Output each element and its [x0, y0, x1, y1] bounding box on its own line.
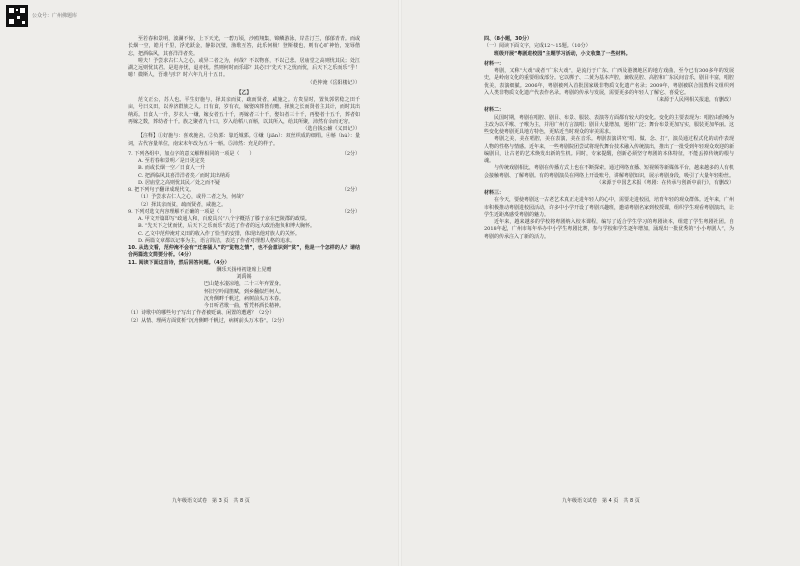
material-2-paragraph: 与传统戏剧相比，粤剧在传播方式上也在不断探索。通过网络直播、短视频等新媒体平台，越来越多的人有机会接触粤剧、了解粤剧。有的粤剧演员在网络上开设账号，讲解粤剧知识，展示粤剧身段，吸引了大量年轻粉丝。 — [484, 165, 735, 179]
poem-line: 巴山楚水凄凉地，二十三年弃置身。 — [203, 281, 284, 288]
q7-text: 7. 下列各组中，加点字的意义解释相同的一项是（ ） — [128, 150, 255, 157]
page-4-footer: 九年级语文试卷 第 4 页 共 8 页 — [562, 498, 640, 504]
q11-sub-2-text: （2）从情、理两方面赏析“沉舟侧畔千帆过，病树前头万木春”。 — [128, 317, 272, 324]
watermark-text: 公众号：广州佛题库 — [32, 13, 78, 19]
material-1-text: 粤剧，又称“大戏”或者“广东大戏”，是流行于广东、广西及港澳地区的地方戏曲，至今已有300多年的发展史，是岭南文化的重要组成部分。它以梆子、二黄为基本声腔，兼收昆腔、高腔和广东民间音乐，剧目丰富，唱腔优美，表演细腻。2006年，粤剧被列入首批国家级非物质文化遗产名录；2009年，粤剧被联合国教科文组织列入人类非物质文化遗产代表作名录。粤剧的传承与发展，需要更多的年轻人了解它、喜爱它。 — [484, 68, 735, 96]
jia-paragraph: 至若春和景明，波澜不惊，上下天光，一碧万顷，沙鸥翔集，锦鳞游泳，岸芷汀兰，郁郁青青。而或长烟一空，皓月千里，浮光跃金，静影沉璧，渔歌互答，此乐何极！登斯楼也，则有心旷神怡，宠辱偕忘，把酒临风，其喜洋洋者矣。 — [128, 36, 360, 57]
q9-option-b: B. “先天下之忧而忧，后天下之乐而乐”表达了作者的远大政治抱负和博大胸怀。 — [138, 223, 315, 230]
yi-source: （选自钱公辅《义田记》） — [302, 126, 360, 132]
q9-score: （2分） — [341, 208, 360, 215]
q9-option-c: C. 乙文中范仲淹对义田的收入作了恰当的安排，体现出他对族人的关怀。 — [138, 230, 300, 237]
page-4 — [400, 0, 800, 566]
question-9 — [128, 209, 360, 216]
poem-author: 刘禹锡 — [236, 274, 252, 280]
material-2-paragraph: 民国时期，粤剧在唱腔、剧目、布景、服装、表演等方面都有较大的变化。变化的主要表现为：唱腔由假嗓为主改为以平喉、子喉为主，并用广州方言演唱；剧目大量增加，题材广泛；舞台布景更加写实，服装更加华丽。这些变化使粤剧更具地方特色，更贴近当时观众的审美需求。 — [484, 114, 735, 135]
qr-code-icon — [6, 5, 28, 27]
q11-score: （4分） — [213, 259, 230, 266]
section-yi-title: 【乙】 — [236, 89, 252, 96]
q7-option-d: D. 居庙堂之高则忧其民／处之而不疑 — [138, 179, 221, 186]
material-2-source: （来源于中国艺术报《粤剧：在传承与创新中前行》，有删改） — [596, 179, 734, 186]
q8-score: （2分） — [341, 187, 360, 193]
material-2-paragraph: 粤剧之美，美在唱腔，美在表演，美在音乐。粤剧表演讲究“唱、做、念、打”，演员通过程式化的动作表现人物的性格与情感。近年来，一些粤剧院团尝试将现代舞台技术融入传统演出，推出了一批受到年轻观众欢迎的新编剧目，让古老的艺术焕发出新的生机。同时，专家提醒，创新必须坚守粤剧的本体特征，不能丢掉传统的根与魂。 — [484, 136, 735, 164]
poem-line: 沉舟侧畔千帆过，病树前头万木春。 — [203, 295, 284, 302]
q11-text: 11. 阅读下面这首诗，然后回答问题。 — [128, 259, 214, 266]
q11-sub-1-score: （2分） — [256, 310, 275, 317]
q9-text: 9. 下列对选文内容理解不正确的一项是（ ） — [128, 208, 235, 215]
left-content — [128, 36, 360, 325]
poem — [128, 267, 360, 311]
question-11 — [128, 260, 360, 267]
q8-sentence-2: （2）择其亲而贫，疏而贤者，咸施之。 — [138, 201, 227, 208]
q11-sub-1-text: （1）诗歌中的哪些句子写出了作者被贬谪、闲置的遭遇？ — [128, 310, 257, 317]
q11-sub-2-score: （2分） — [271, 317, 287, 324]
jia-source: （范仲淹《岳阳楼记》） — [307, 79, 360, 86]
right-content — [484, 36, 734, 241]
section-four-title: 四、（8小题，30分） — [484, 36, 532, 42]
q7-option-a: A. 至若春和景明／是日更定矣 — [138, 158, 205, 164]
material-3-paragraph: 在今天，要使粤剧这一古老艺术真正走进年轻人的心中，需要走进校园，培育年轻的观众群体。近年来，广州市积极推动粤剧进校园活动，许多中小学开设了粤剧兴趣班，邀请粤剧名家到校授课，组织学生观看粤剧演出，让学生近距离感受粤剧的魅力。 — [484, 197, 735, 218]
notes: 【注释】①好施与：喜欢施舍。②负郭：靠近城郭。③缣（jiān）：双丝织成的细绢。④斛（hú）：量词，古代容量单位，南宋末年改为五斗一斛。⑤沛然：充足的样子。 — [128, 133, 360, 147]
poem-line: 怀旧空吟闻笛赋，到乡翻似烂柯人。 — [203, 288, 284, 295]
material-3-title: 材料三： — [484, 190, 505, 196]
q10-score: （4分） — [178, 252, 194, 259]
question-10 — [128, 245, 360, 260]
poem-title: 酬乐天扬州初逢席上见赠 — [216, 266, 272, 273]
q10-text: 10. 从选文看，范仲淹不会有“迁客骚人”的“览物之情”，也不会意识到“贫”，他是一个怎样的人？请结合两篇选文简要分析。 — [128, 245, 360, 259]
q8-sentence-1: （1）予尝求古仁人之心，或异二者之为，何哉？ — [138, 194, 247, 201]
material-1-title: 材料一： — [484, 60, 505, 67]
q7-option-b: B. 而或长烟一空／日食人一升 — [138, 165, 205, 172]
q11-sub-2 — [128, 318, 360, 325]
question-7 — [128, 151, 360, 158]
q11-sub-1 — [128, 310, 360, 317]
material-1-source: （来源于人民网相关报道，有删改） — [653, 97, 734, 103]
q9-option-a: A. 甲文开篇即写“政通人和，百废具兴”八个字概括了滕子京在巴陵郡的政绩。 — [138, 216, 310, 222]
q7-option-c: C. 把酒临风其喜洋洋者矣／而时其出纳焉 — [138, 172, 230, 179]
reading-subtitle: （一）阅读下面文字，完成12～15题。（10分） — [484, 43, 591, 50]
q8-text: 8. 把下列句子翻译成现代文。 — [128, 187, 195, 193]
page-3-footer: 九年级语文试卷 第 3 页 共 8 页 — [172, 498, 250, 504]
material-3-paragraph: 近年来，越来越多的学校将粤剧纳入校本课程，编写了适合学生学习的粤剧读本，组建了学生粤剧社团。自2018年起，广州市每年举办中小学生粤剧比赛，参与学校和学生逐年增加，涌现出一批优秀的“小小粤剧人”，为粤剧的传承注入了新的活力。 — [484, 219, 734, 240]
q9-option-d: D. 两篇文章都以记事为主，语言简洁，表达了作者对理想人格的追求。 — [138, 237, 296, 244]
jia-paragraph: 嗟夫！予尝求古仁人之心，或异二者之为，何哉？不以物喜，不以己悲。居庙堂之高则忧其民；处江湖之远则忧其君。是进亦忧，退亦忧。然则何时而乐耶？其必曰“先天下之忧而忧，后天下之乐而乐”乎！噫！微斯人，吾谁与归？时六年九月十五日。 — [128, 57, 360, 79]
q7-score: （2分） — [341, 150, 360, 157]
material-2-title: 材料二： — [484, 107, 505, 114]
yi-paragraph: 范文正公，苏人也。平生好施与，择其亲而贫，疏而贤者，咸施之。方贵显时，置负郭常稔之田千亩，号曰义田，以养济群族之人。日有食，岁有衣，嫁娶凶葬皆有赡。择族之长而贤者主其计，而时其出纳焉。日食人一升，岁衣人一缣，嫁女者五十千，再嫁者三十千，娶妇者三十千，再娶者十五千，葬者如再嫁之数，葬幼者十千。族之聚者九十口，岁入给稻八百斛，以其所入，给其所聚，沛然有余而无穷。 — [128, 97, 360, 125]
poem-line: 今日听君歌一曲，暂凭杯酒长精神。 — [203, 303, 284, 309]
activity-intro: 班级开展“粤剧进校园”主题学习活动，小文收集了一些材料。 — [494, 50, 631, 57]
